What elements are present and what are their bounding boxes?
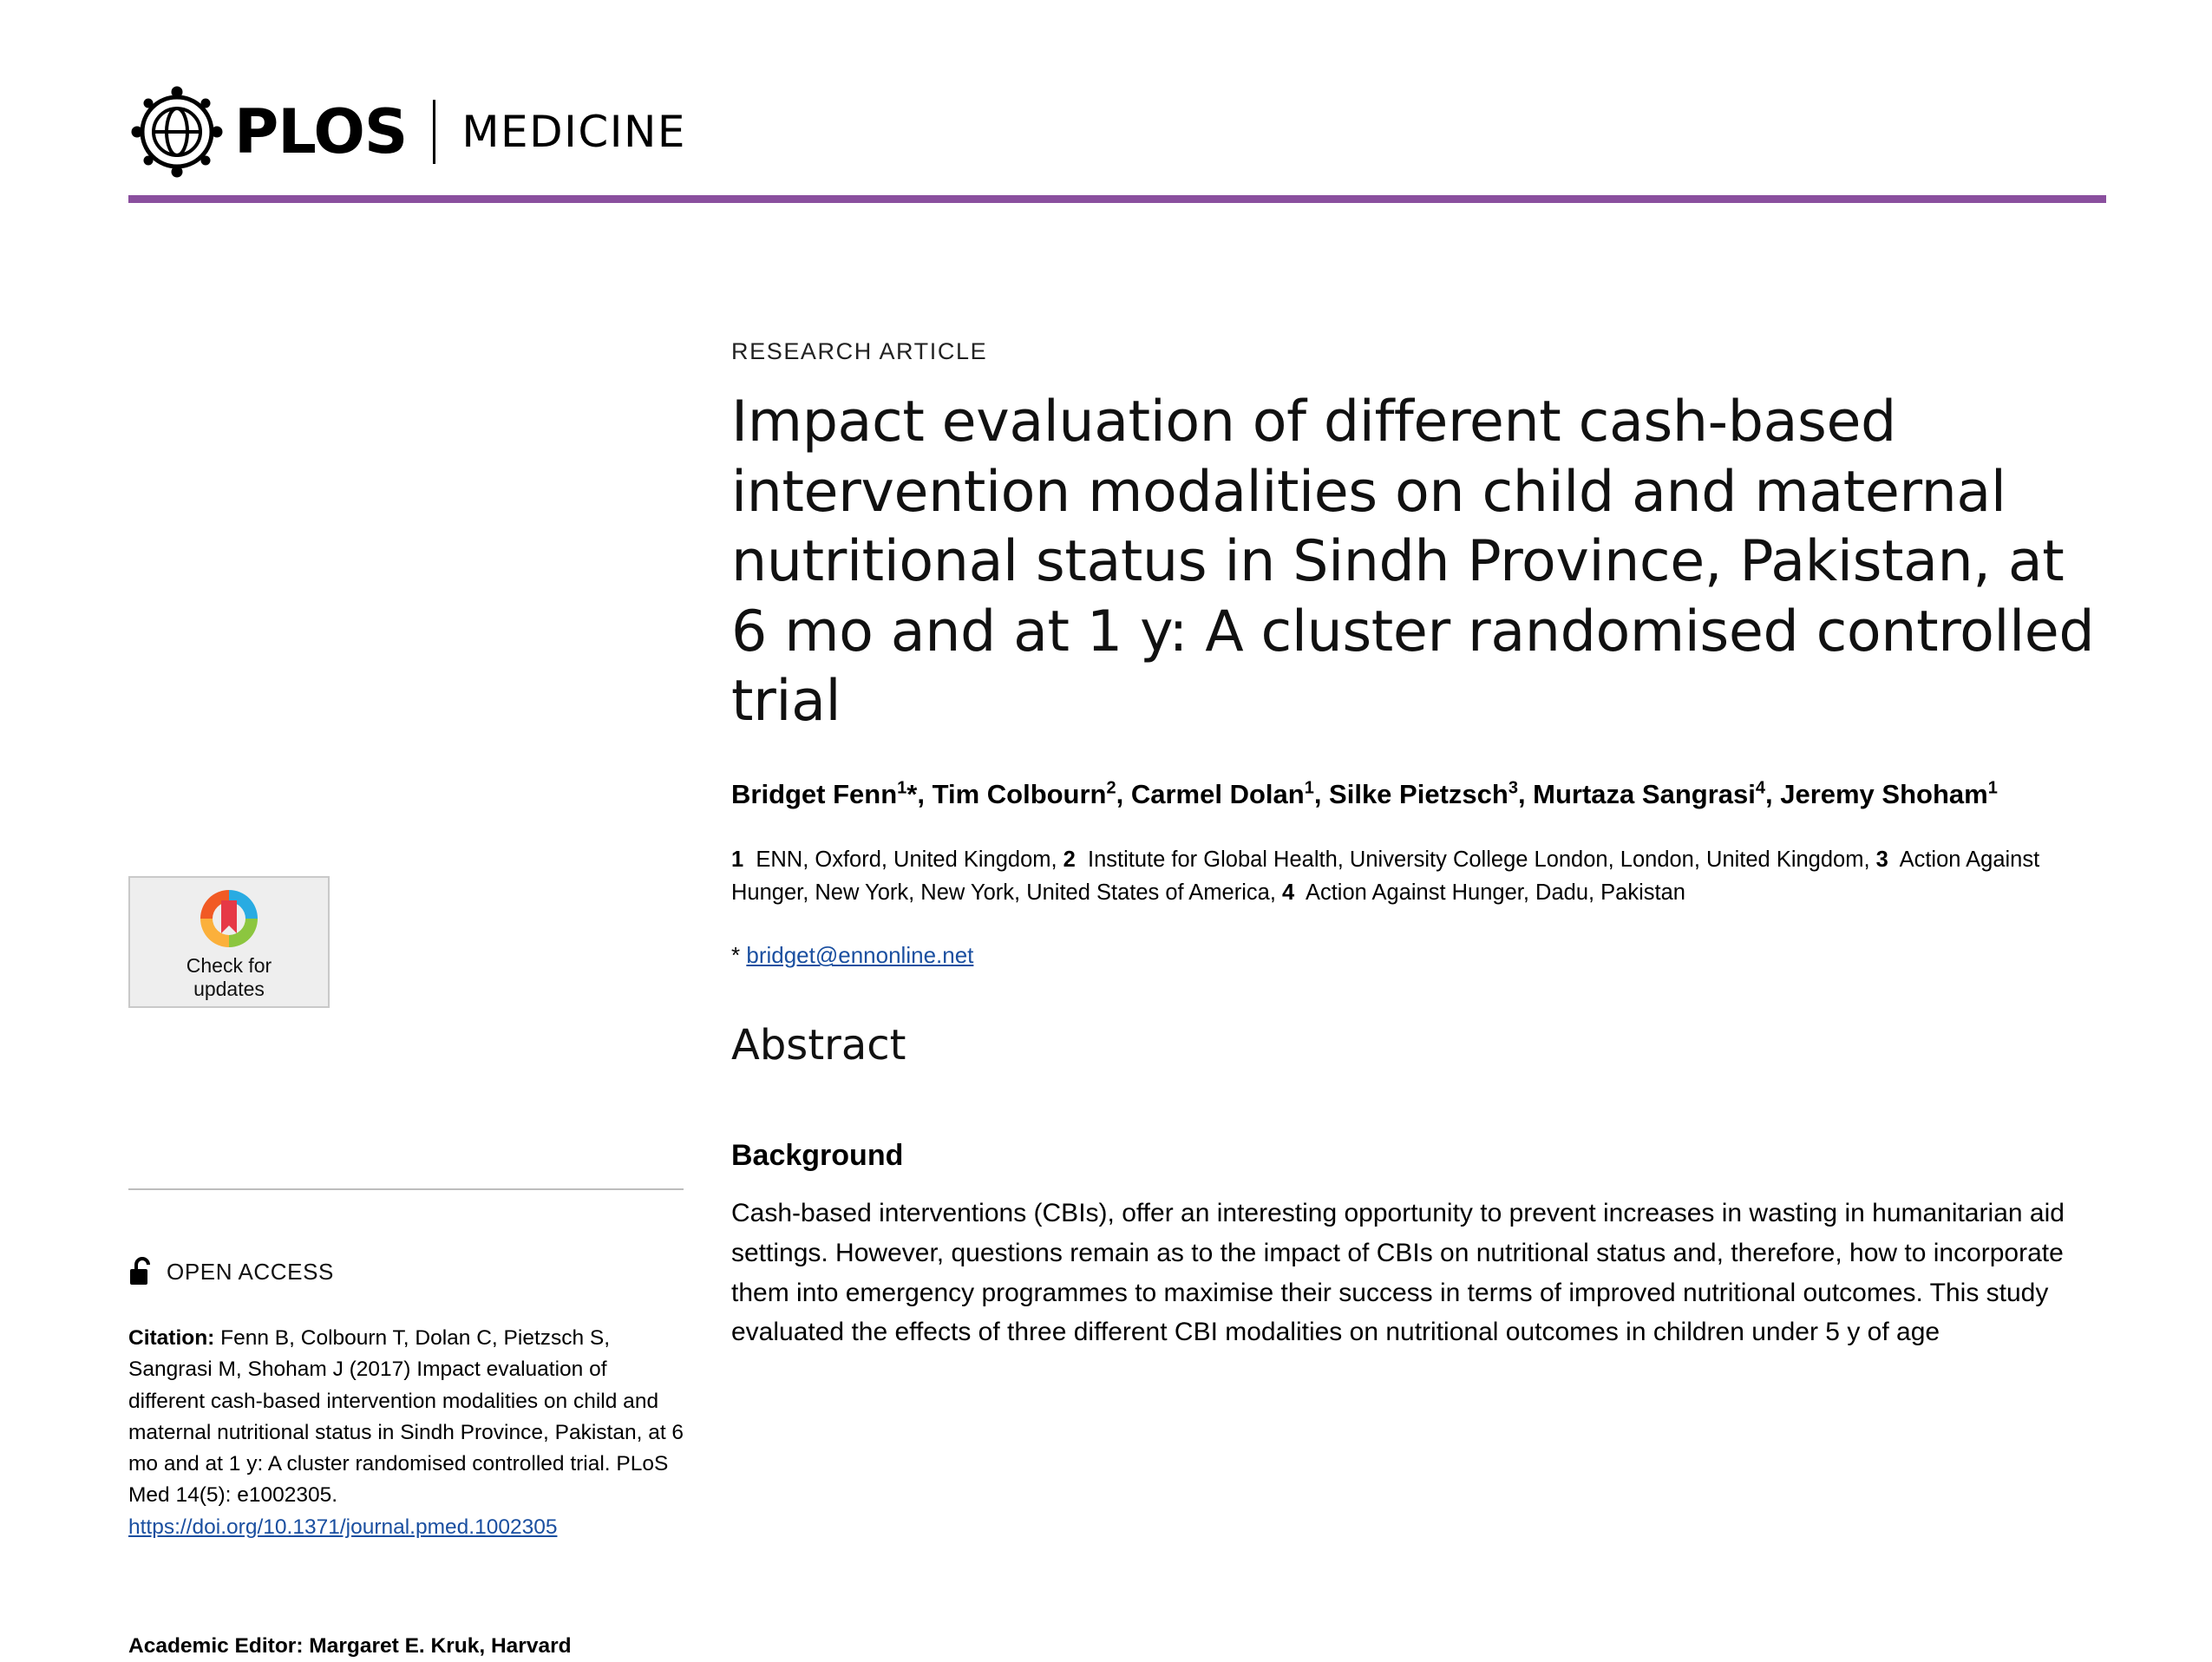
plos-globe-icon xyxy=(128,83,226,180)
open-access-label: OPEN ACCESS xyxy=(167,1258,334,1285)
citation-text: Fenn B, Colbourn T, Dolan C, Pietzsch S, Sangrasi M, Shoham J (2017) Impact evaluation of different cash-based intervention modalities on child and maternal nutritional status in Sindh Province, Pakistan, at 6 mo and at 1 y: A cluster randomised controlled trial. PLoS Med 14(5): e1002305. xyxy=(128,1326,684,1508)
page-title: Impact evaluation of different cash-based intervention modalities on child and maternal nutritional status in Sindh Province, Pakistan, at 6 mo and at 1 y: A cluster randomised controlled trial xyxy=(731,389,2095,735)
article-main xyxy=(731,338,2106,1352)
crossmark-line1: Check for xyxy=(186,954,272,977)
crossmark-label xyxy=(187,954,272,1001)
author-list: Bridget Fenn$^1$*, Tim Colbourn$^2$, Carmel Dolan$^1$, Silke Pietzsch$^3$, Murtaza Sangrasi$^4$, Jeremy Shoham$^1$ xyxy=(731,778,1998,809)
crossmark-badge[interactable] xyxy=(128,876,330,1008)
plos-wordmark: PLOS xyxy=(234,96,408,167)
citation-label: Citation: xyxy=(128,1326,215,1350)
sidebar-divider xyxy=(128,1188,684,1190)
affiliation-list: 1 ENN, Oxford, United Kingdom, 2 Institute for Global Health, University College London, London, United Kingdom, 3 Action Against Hunger, New York, New York, United States of America, 4 Action Against Hunger, Dadu, Pakistan xyxy=(731,847,2040,906)
crossmark-line2: updates xyxy=(193,978,265,1001)
corresponding-email-link[interactable]: bridget@ennonline.net xyxy=(746,942,974,969)
article-type-label: RESEARCH ARTICLE xyxy=(731,338,988,364)
open-lock-icon xyxy=(128,1256,154,1287)
corresponding-author xyxy=(731,942,2106,969)
citation-block xyxy=(128,1323,688,1543)
crossmark-ring-icon xyxy=(195,885,263,952)
academic-editor: Academic Editor: Margaret E. Kruk, Harvard xyxy=(128,1634,572,1658)
masthead-rule xyxy=(128,195,2106,203)
journal-masthead xyxy=(128,83,686,180)
abstract-heading: Abstract xyxy=(731,1021,906,1070)
left-sidebar xyxy=(128,876,688,1008)
abstract-background-text: Cash-based interventions (CBIs), offer an interesting opportunity to prevent increases in wasting in humanitarian aid settings. However, questions remain as to the impact of CBIs on nutritional status and, therefore, how to incorporate them into emergency programmes to maximise their success in terms of improved nutritional outcomes. This study evaluated the effects of three different CBI modalities on nutritional outcomes in children under 5 y of age xyxy=(731,1199,2065,1347)
masthead-divider xyxy=(433,100,435,164)
citation-doi-link[interactable]: https://doi.org/10.1371/journal.pmed.1002305 xyxy=(128,1515,558,1539)
open-access-badge[interactable] xyxy=(128,1256,334,1287)
corresponding-marker: * xyxy=(731,942,741,969)
journal-name: MEDICINE xyxy=(461,107,686,157)
abstract-background-heading: Background xyxy=(731,1139,904,1173)
